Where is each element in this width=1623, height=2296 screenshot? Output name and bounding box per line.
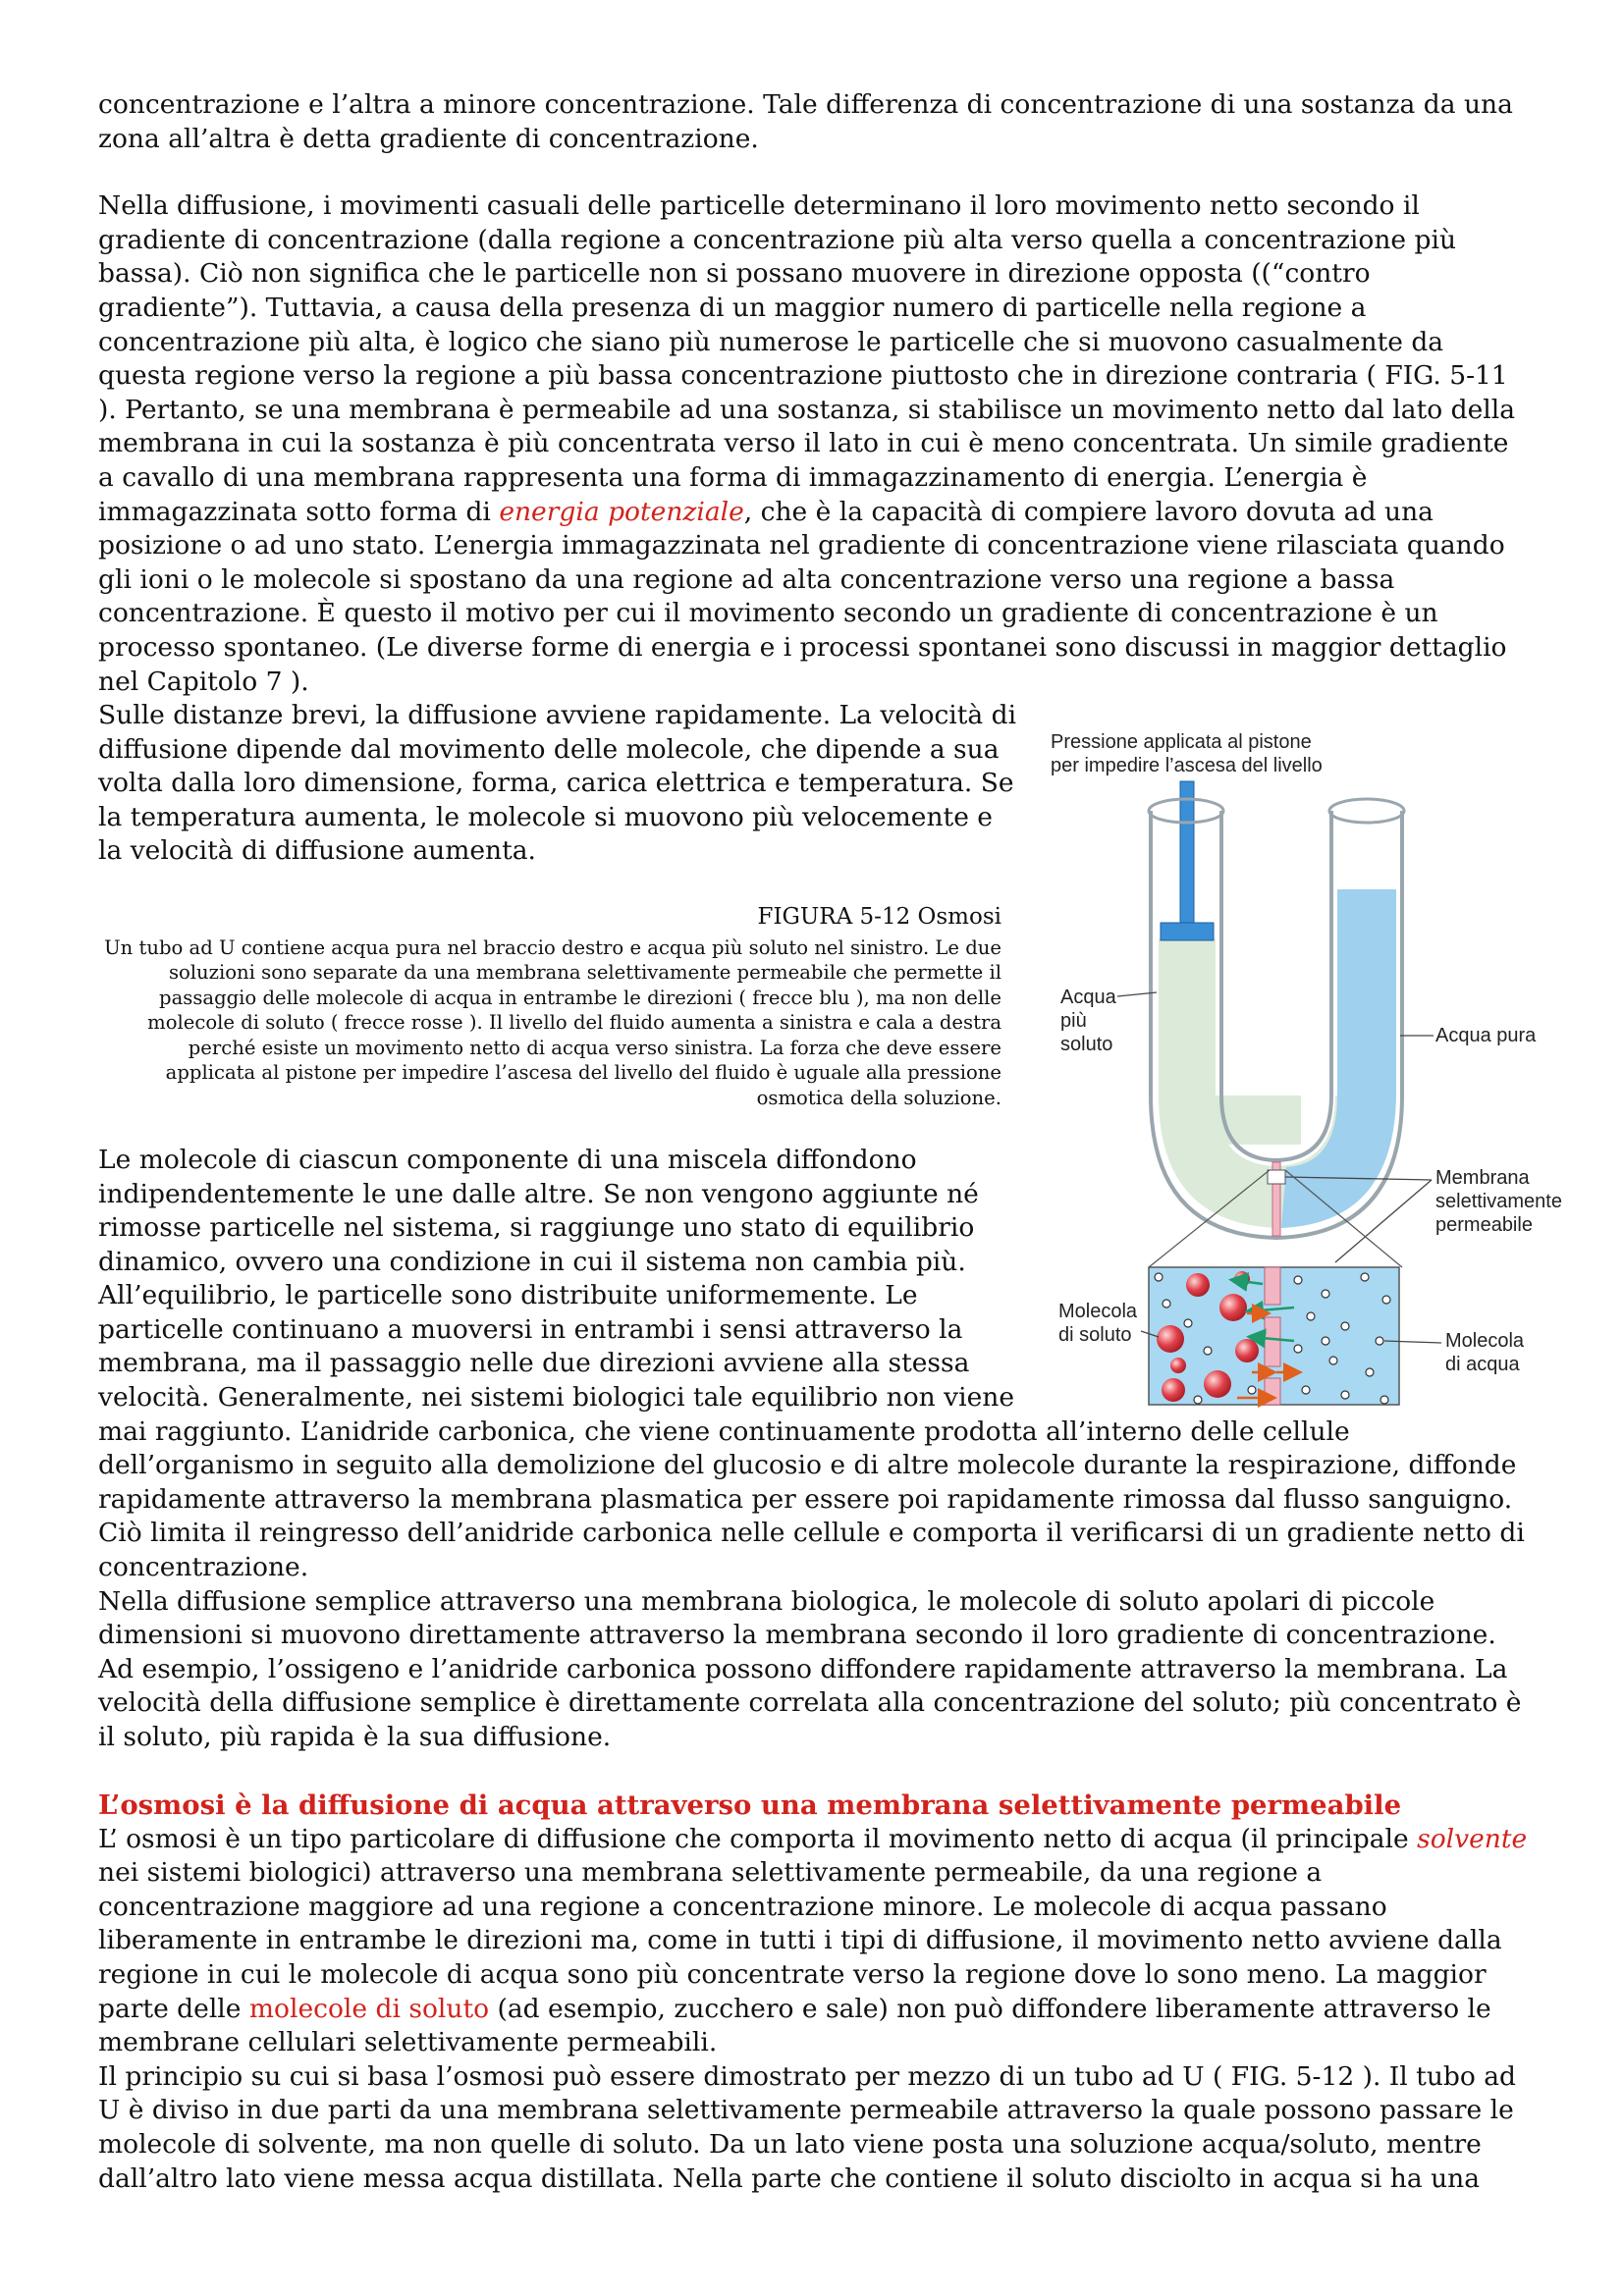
paragraph-simple-diffusion: Nella diffusione semplice attraverso una membrana biologica, le molecole di soluto apolari di piccole dimensioni si muovono direttamente attraverso la membrana secondo il loro gradiente di concentrazione. Ad esempio, l’ossigeno e l’anidride carbonica possono diffondere rapidamente attraverso la membrana. La velocità della diffusione semplice è direttamente correlata alla concentrazione del soluto; più concentrato è il soluto, più rapida è la sua diffusione. [98,1585,1522,1752]
term-solvente[interactable]: solvente [1417,1823,1528,1854]
label-membrane-3: permeabile [1435,1214,1533,1237]
label-pressure: Pressione applicata al pistone [1051,731,1312,754]
figure-caption-body: Un tubo ad U contiene acqua pura nel braccio destro e acqua più soluto nel sinistro. Le due soluzioni sono separate da una membrana selettivamente permeabile che permette il passaggio delle molecole di acqua in entrambe le direzioni ( frecce blu ), ma non delle molecole di soluto ( frecce rosse ). Il livello del fluido aumenta a sinistra e cala a destra perché esiste un movimento netto di acqua verso sinistra. La forza che deve essere applicata al pistone per impedire l’ascesa del livello del fluido è uguale alla pressione osmotica della soluzione. [104,936,1001,1109]
magnified-membrane-view [1149,1267,1399,1405]
paragraph-equilibrium: Le molecole di ciascun componente di una miscela diffondono indipendentemente le une dalle altre. Se non vengono aggiunte né rimosse particelle nel sistema, si raggiunge uno stato di equilibrio dinamico, ovvero una condizione in cui il sistema non cambia più. All’equilibrio, le particelle sono distribuite uniformemente. Le particelle continuano a muoversi in entrambi i sensi attraverso la membrana, ma il passaggio nelle due direzioni avviene alla stessa velocità. Generalmente, nei sistemi biologici tale equilibrio non viene mai raggiunto. L’anidride carbonica, che viene continuamente prodotta all’interno delle cellule dell’organismo in seguito alla demolizione del glucosio e di altre molecole durante la respirazione, diffonde rapidamente attraverso la membrana plasmatica per essere poi rapidamente rimossa dal flusso sanguigno. Ciò limita il reingresso dell’anidride carbonica nelle cellule e comporta il verificarsi di un gradiente netto di concentrazione. [98,1144,1525,1583]
label-solute: Acqua [1060,987,1116,1009]
text-segment: Nella diffusione, i movimenti casuali delle particelle determinano il loro movimento netto secondo il gradiente di concentrazione (dalla regione a concentrazione più alta verso quella a concentrazione più bassa). Ciò non significa che le particelle non si possano muovere in direzione opposta ((“contro gradiente”). Tuttavia, a causa della presenza di un maggior numero di particelle nella regione a concentrazione più alta, è logico che siano più numerose le particelle che si muovono casualmente da questa regione verso la regione a più bassa concentrazione piuttosto che in direzione contraria ( FIG. 5-11 ). Pertanto, se una membrana è permeabile ad una sostanza, si stabilisce un movimento netto dal lato della membrana in cui la sostanza è più concentrata verso il lato in cui è meno concentrata. Un simile gradiente a cavallo di una membrana rappresenta una forma di immagazzinamento di energia. L’energia è immagazzinata sotto forma di [98,190,1515,527]
paragraph-osmosis [98,1823,1532,2060]
u-tube-diagram [1041,713,1562,1410]
text-segment: L’ osmosi è un tipo particolare di diffusione che comporta il movimento netto di acqua (il principale [98,1823,1418,1854]
text-segment: , che è la capacità di compiere lavoro dovuta ad una posizione o ad uno stato. L’energia immagazzinata nel gradiente di concentrazione viene rilasciata quando gli ioni o le molecole si spostano da una regione ad alta concentrazione verso una regione a bassa concentrazione. È questo il motivo per cui il movimento secondo un gradiente di concentrazione è un processo spontaneo. (Le diverse forme di energia e i processi spontanei sono discussi in maggior dettaglio nel Capitolo 7 ). [98,496,1507,697]
label-water-molecule: Molecola [1445,1330,1525,1353]
label-pressure-2: per impedire l’ascesa del livello [1051,755,1323,777]
figure-osmosis [1041,713,1562,1410]
text-segment: (ad esempio, zucchero e sale) non può diffondere liberamente attraverso le membrane cellulari selettivamente permeabili. [98,1993,1491,2058]
document-page [98,88,1562,2196]
paragraph-u-tube: Il principio su cui si basa l’osmosi può essere dimostrato per mezzo di un tubo ad U ( FIG. 5-12 ). Il tubo ad U è diviso in due parti da una membrana selettivamente permeabile attraverso la quale possono passare le molecole di solvente, ma non quelle di soluto. Da un lato viene posta una soluzione acqua/soluto, mentre dall’altro lato viene messa acqua distillata. Nella parte che contiene il soluto disciolto in acqua si ha una [98,2060,1516,2194]
term-molecole-di-soluto[interactable]: molecole di soluto [248,1993,490,2024]
label-solute-molecule: Molecola [1058,1301,1138,1323]
paragraph-intro: concentrazione e l’altra a minore concentrazione. Tale differenza di concentrazione di una sostanza da una zona all’altra è detta gradiente di concentrazione. [98,89,1513,154]
label-solute-3: soluto [1060,1034,1113,1056]
label-pure-water: Acqua pura [1435,1025,1537,1047]
section-heading-osmosis: L’osmosi è la diffusione di acqua attraverso una membrana selettivamente permeabile [98,1789,1402,1821]
text-segment: nei sistemi biologici) attraverso una membrana selettivamente permeabile, da una regione a concentrazione maggiore ad una regione a concentrazione minore. Le molecole di acqua passano liberamente in entrambe le direzioni ma, come in tutti i tipi di diffusione, il movimento netto avviene dalla regione in cui le molecole di acqua sono più concentrate verso la regione dove lo sono meno. La maggior parte delle [98,1857,1502,2024]
u-tube [1149,781,1404,1238]
label-membrane: Membrana [1435,1167,1530,1190]
term-energia-potenziale[interactable]: energia potenziale [499,496,744,527]
label-water-molecule-2: di acqua [1445,1354,1520,1376]
paragraph-diffusion [98,189,1532,699]
label-membrane-2: selettivamente [1435,1191,1562,1213]
figure-caption-title: FIGURA 5-12 Osmosi [757,904,1001,931]
label-solute-2: più [1060,1010,1087,1033]
paragraph-speed: Sulle distanze brevi, la diffusione avviene rapidamente. La velocità di diffusione dipende dal movimento delle molecole, che dipende a sua volta dalla loro dimensione, forma, carica elettrica e temperatura. Se la temperatura aumenta, le molecole si muovono più velocemente e la velocità di diffusione aumenta. [98,700,1017,867]
label-solute-molecule-2: di soluto [1058,1324,1132,1347]
figure-caption [98,902,1001,1110]
